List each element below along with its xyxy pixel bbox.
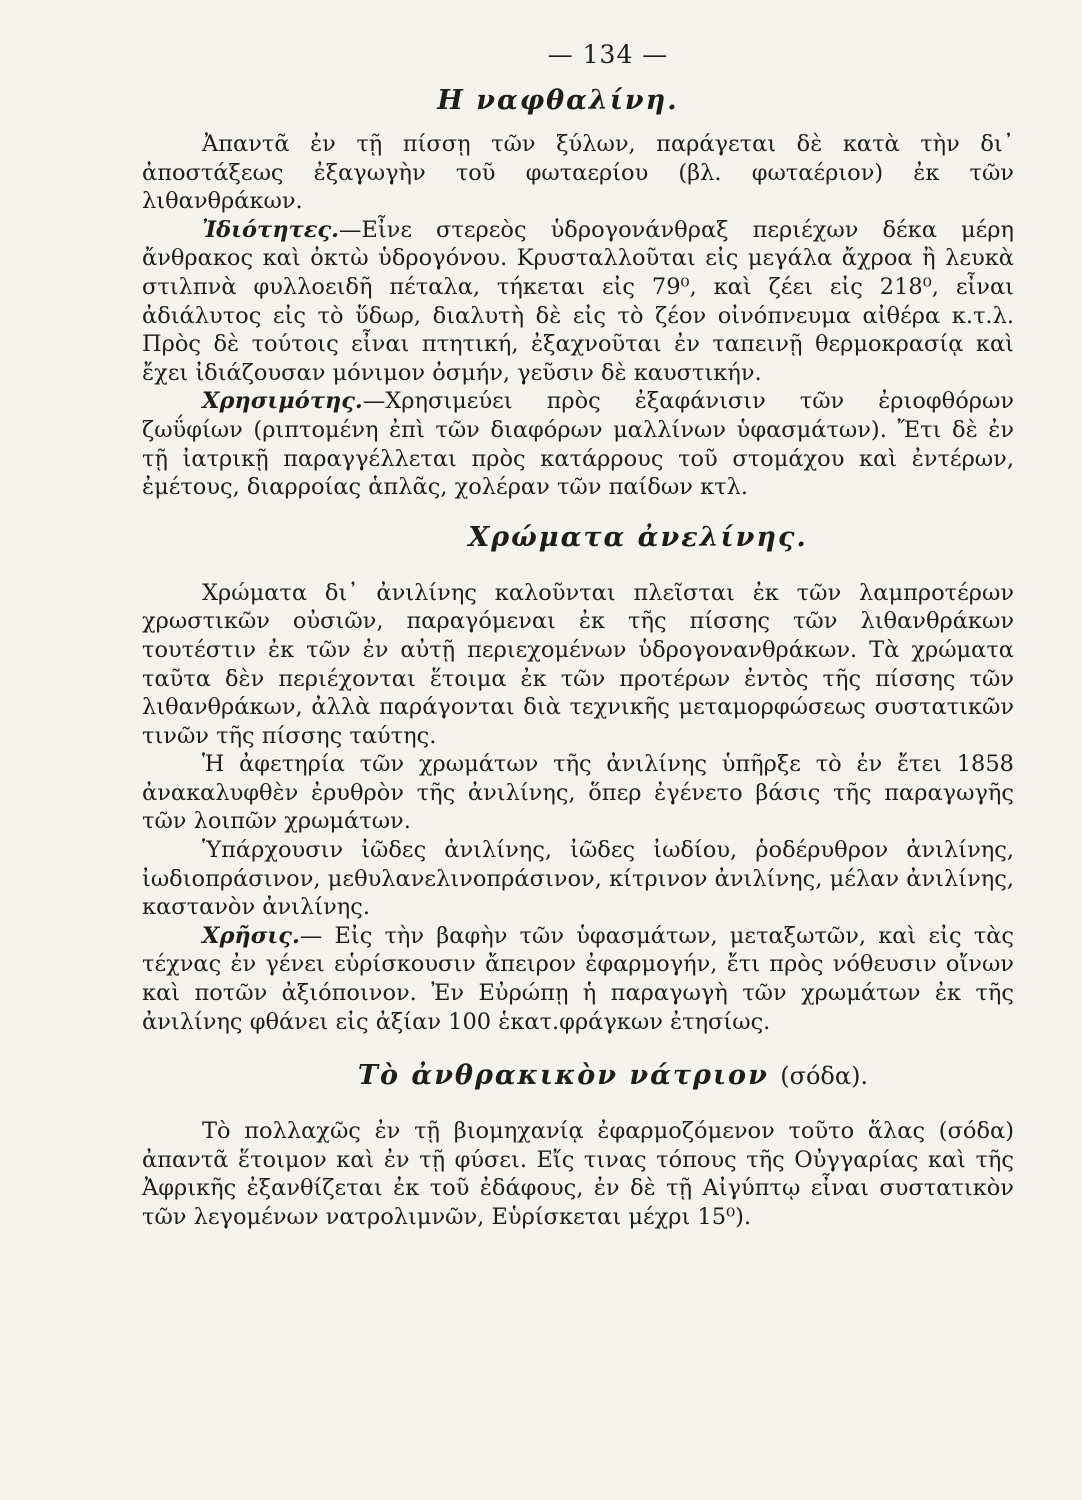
- aniline-types-paragraph: Ὑπάρχουσιν ἰῶδες ἀνιλίνης, ἰῶδες ἰωδίου, ῥοδέρυθρον ἀνιλίνης, ἰωδιοπράσινον, μεθυλανελινοπράσινον, κίτρινον ἀνιλίνης, μέλαν ἀνιλίνης, καστανὸν ἀνιλίνης.: [142, 837, 1014, 921]
- heading-aniline-colors: Χρώματα ἀνελίνης.: [468, 521, 808, 553]
- heading-sodium-carbonate: [142, 1060, 1014, 1091]
- use-text: — Εἰς τὴν βαφὴν τῶν ὑφασμάτων, μεταξωτῶν, καὶ εἰς τὰς τέχνας ἐν γένει εὑρίσκουσιν ἄπειρον ἐφαρμογήν, ἔτι πρὸς νόθευσιν οἴνων καὶ ποτῶν ἀξιόποινον. Ἐν Εὐρώπῃ ἡ παραγωγὴ τῶν χρωμάτων ἐκ τῆς ἀνιλίνης φθάνει εἰς ἀξίαν 100 ἑκατ.φράγκων ἐτησίως.: [142, 922, 1014, 1035]
- aniline-definition-paragraph: Χρώματα δι᾽ ἀνιλίνης καλοῦνται πλεῖσται ἐκ τῶν λαμπροτέρων χρωστικῶν οὐσιῶν, παραγόμεναι ἐκ τῆς πίσσης τῶν λιθανθράκων τουτέστιν ἐκ τῶν ἐν αὐτῇ περιεχομένων ὑδρογονανθράκων. Τὰ χρώματα ταῦτα δὲν περιέχονται ἕτοιμα ἐκ τῶν προτέρων ἐντὸς τῆς πίσσης τῶν λιθανθράκων, ἀλλὰ παράγονται διὰ τεχνικῆς μεταμορφώσεως συστατικῶν τινῶν τῆς πίσσης ταύτης.: [142, 579, 1014, 749]
- page-number: — 134 —: [547, 40, 669, 69]
- usefulness-term: Χρησιμότης.: [202, 388, 363, 415]
- naphthalene-usefulness-paragraph: [142, 387, 1014, 501]
- soda-paragraph: Τὸ πολλαχῶς ἐν τῇ βιομηχανίᾳ ἐφαρμοζόμενον τοῦτο ἅλας (σόδα) ἀπαντᾶ ἕτοιμον καὶ ἐν τῇ φύσει. Εἴς τινας τόπους τῆς Οὐγγαρίας καὶ τῆς Ἀφρικῆς ἐξανθίζεται ἐκ τοῦ ἐδάφους, ἐν δὲ τῇ Αἰγύπτῳ εἶναι συστατικὸν τῶν λεγομένων νατρολιμνῶν, Εὑρίσκεται μέχρι 15⁰).: [142, 1118, 1014, 1230]
- soda-heading-suffix: (σόδα).: [780, 1062, 869, 1091]
- properties-text: —Εἶνε στερεὸς ὑδρογονάνθραξ περιέχων δέκα μέρη ἄνθρακος καὶ ὀκτὼ ὑδρογόνου. Κρυσταλλοῦται εἰς μεγάλα ἄχροα ἢ λευκὰ στιλπνὰ φυλλοειδῆ πέταλα, τήκεται εἰς 79⁰, καὶ ζέει εἰς 218⁰, εἶναι ἀδιάλυτος εἰς τὸ ὕδωρ, διαλυτὴ δὲ εἰς τὸ ζέον οἰνόπνευμα αἰθέρα κ.τ.λ. Πρὸς δὲ τούτοις εἶναι πτητική, ἐξαχνοῦται ἐν ταπεινῇ θερμοκρασίᾳ καὶ ἔχει ἰδιάζουσαν μόνιμον ὀσμήν, γεῦσιν δὲ καυστικήν.: [142, 216, 1014, 386]
- aniline-use-paragraph: [142, 922, 1014, 1036]
- naphthalene-properties-paragraph: [142, 216, 1014, 388]
- use-term: Χρῆσις.: [202, 922, 300, 949]
- usefulness-text: —Χρησιμεύει πρὸς ἐξαφάνισιν τῶν ἐριοφθόρων ζωΰφίων (ριπτομένη ἐπὶ τῶν διαφόρων μαλλίνων ὑφασμάτων). Ἔτι δὲ ἐν τῇ ἰατρικῇ παραγγέλλεται πρὸς κατάρρους τοῦ στομάχου καὶ ἐντέρων, ἐμέτους, διαρροίας ἁπλᾶς, χολέραν τῶν παίδων κτλ.: [142, 388, 1014, 501]
- heading-naphthalene: Η ναφθαλίνη.: [437, 85, 679, 116]
- naphthalene-origin-paragraph: Ἀπαντᾶ ἐν τῇ πίσσῃ τῶν ξύλων, παράγεται δὲ κατὰ τὴν δι᾽ ἀποστάξεως ἐξαγωγὴν τοῦ φωταερίου (βλ. φωταέριον) ἐκ τῶν λιθανθράκων.: [142, 131, 1014, 215]
- soda-heading-main: Τὸ ἀνθρακικὸν νάτριον: [357, 1060, 769, 1092]
- aniline-origin-paragraph: Ἡ ἀφετηρία τῶν χρωμάτων τῆς ἀνιλίνης ὑπῆρξε τὸ ἐν ἔτει 1858 ἀνακαλυφθὲν ἐρυθρὸν τῆς ἀνιλίνης, ὅπερ ἐγένετο βάσις τῆς παραγωγῆς τῶν λοιπῶν χρωμάτων.: [142, 751, 1014, 835]
- properties-term: Ἰδιότητες.: [202, 216, 339, 243]
